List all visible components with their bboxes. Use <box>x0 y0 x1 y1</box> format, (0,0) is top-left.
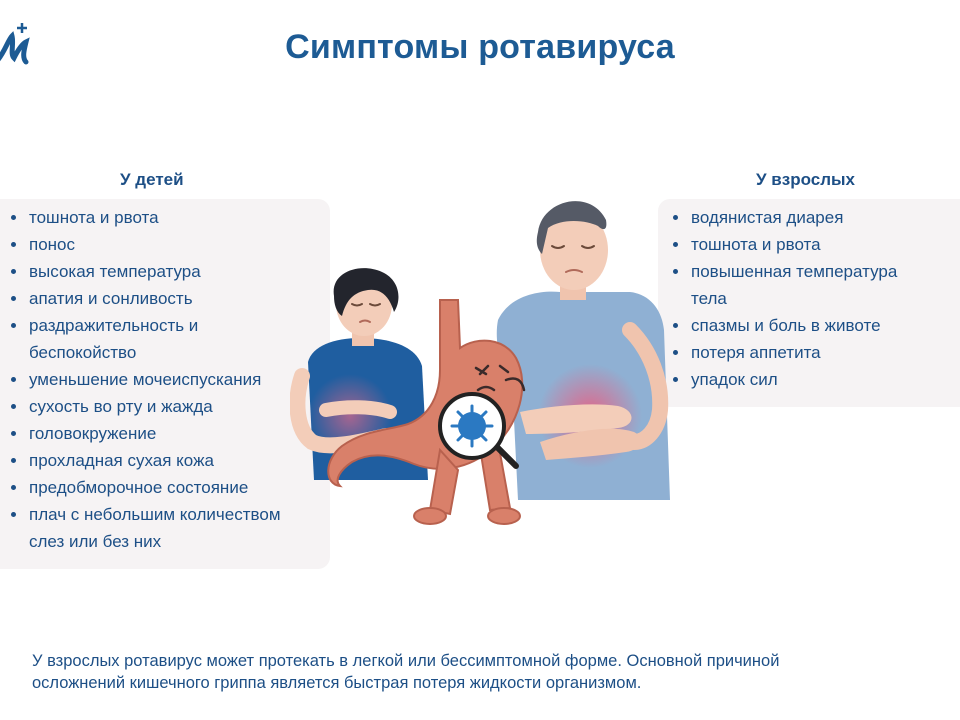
symptom-text: предобморочное состояние <box>29 478 249 497</box>
symptom-item <box>0 447 281 474</box>
symptom-item <box>662 339 952 366</box>
bullet-icon <box>11 296 16 301</box>
symptom-text: тошнота и рвота <box>29 208 159 227</box>
bullet-icon <box>11 431 16 436</box>
symptom-item <box>0 366 281 393</box>
bullet-icon <box>11 242 16 247</box>
footer-note-line1: У взрослых ротавирус может протекать в легкой или бессимптомной форме. Основной причиной <box>32 652 780 670</box>
symptom-item <box>0 204 281 231</box>
adults-symptoms-list <box>662 204 952 393</box>
footer-note-line2: осложнений кишечного гриппа является быстрая потеря жидкости организмом. <box>32 674 642 692</box>
bullet-icon <box>11 458 16 463</box>
symptom-text: тела <box>691 289 727 308</box>
illustration <box>290 180 700 540</box>
symptom-item <box>0 312 281 339</box>
children-symptoms-panel <box>0 199 330 569</box>
symptom-text: раздражительность и <box>29 316 199 335</box>
symptom-item <box>0 285 281 312</box>
symptom-item <box>0 393 281 420</box>
symptom-text: головокружение <box>29 424 157 443</box>
symptom-item <box>662 204 952 231</box>
children-symptoms-list <box>0 204 281 555</box>
bullet-icon <box>11 215 16 220</box>
symptom-text: прохладная сухая кожа <box>29 451 214 470</box>
symptom-text: упадок сил <box>691 370 778 389</box>
symptom-text: уменьшение мочеиспускания <box>29 370 262 389</box>
children-heading: У детей <box>120 170 184 189</box>
bullet-icon <box>11 377 16 382</box>
symptom-text: высокая температура <box>29 262 201 281</box>
bullet-icon <box>11 485 16 490</box>
bullet-icon <box>11 323 16 328</box>
symptom-item <box>662 312 952 339</box>
symptom-text: беспокойство <box>29 343 137 362</box>
symptom-item <box>0 420 281 447</box>
symptom-text: водянистая диарея <box>691 208 844 227</box>
adults-symptoms-panel <box>658 199 960 407</box>
symptom-text: слез или без них <box>29 532 162 551</box>
symptom-item <box>662 258 952 285</box>
symptom-text: плач с небольшим количеством <box>29 505 281 524</box>
bullet-icon <box>11 512 16 517</box>
adult-figure <box>497 201 670 500</box>
symptom-item <box>0 258 281 285</box>
symptom-item <box>662 285 952 312</box>
symptom-text: апатия и сонливость <box>29 289 193 308</box>
symptom-text: сухость во рту и жажда <box>29 397 213 416</box>
symptom-item <box>0 231 281 258</box>
symptom-text: повышенная температура <box>691 262 898 281</box>
symptom-item <box>0 339 281 366</box>
adults-heading: У взрослых <box>756 170 855 189</box>
symptom-item <box>662 231 952 258</box>
symptom-item <box>0 474 281 501</box>
bullet-icon <box>11 404 16 409</box>
footer-note <box>32 650 932 694</box>
page-title: Симптомы ротавируса <box>285 28 675 66</box>
symptom-text: потеря аппетита <box>691 343 821 362</box>
virus-icon <box>452 406 492 446</box>
symptom-text: понос <box>29 235 76 254</box>
symptom-text: спазмы и боль в животе <box>691 316 881 335</box>
symptom-item <box>0 528 281 555</box>
symptom-text: тошнота и рвота <box>691 235 821 254</box>
symptom-item <box>0 501 281 528</box>
symptom-item <box>662 366 952 393</box>
bullet-icon <box>11 269 16 274</box>
